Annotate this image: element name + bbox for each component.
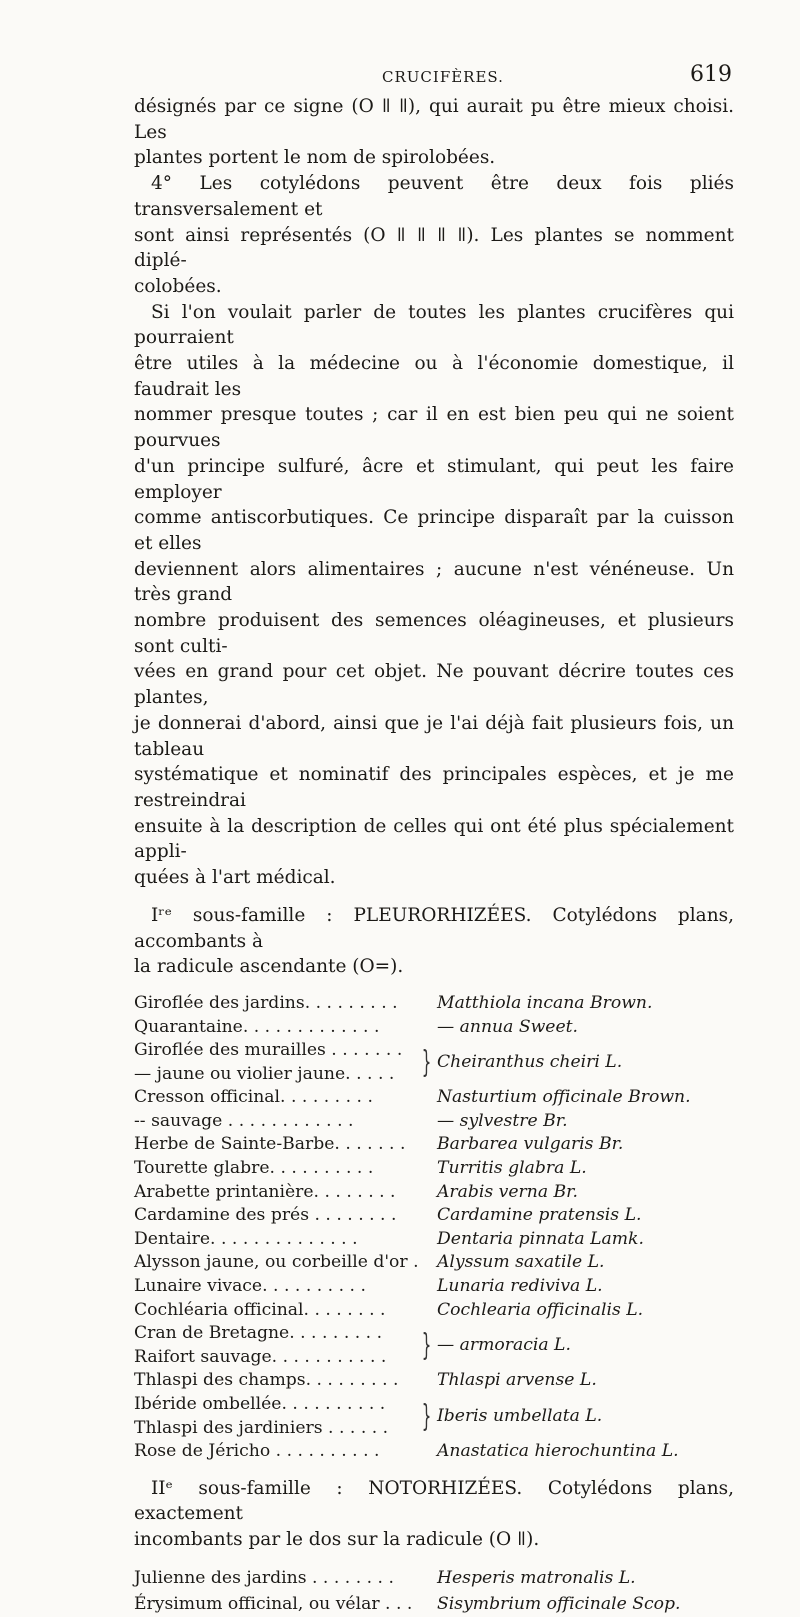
latin-name: — sylvestre Br. xyxy=(437,1110,568,1131)
table-row xyxy=(134,1204,734,1228)
latin-name: Turritis glabra L. xyxy=(437,1158,587,1179)
french-name: Ibéride ombellée. . . . . . . . . . xyxy=(134,1394,386,1414)
page-body xyxy=(134,94,734,1617)
paragraph-diplecolobees xyxy=(134,171,734,300)
table-row xyxy=(134,1369,734,1393)
species-table-notorhizees xyxy=(134,1565,734,1617)
subfamily-2-heading xyxy=(134,1476,734,1553)
line: deviennent alors alimentaires ; aucune n'est vénéneuse. Un très grand xyxy=(134,558,734,606)
line: vées en grand pour cet objet. Ne pouvant décrire toutes ces plantes, xyxy=(134,661,734,709)
latin-name: Cardamine pratensis L. xyxy=(437,1205,642,1226)
table-row-group xyxy=(134,1322,734,1369)
line: 4° Les cotylédons peuvent être deux fois pliés transversalement et xyxy=(134,173,734,220)
table-row xyxy=(134,1181,734,1205)
running-title: CRUCIFÈRES. xyxy=(382,68,504,86)
line: nombre produisent des semences oléagineuses, et plusieurs sont culti- xyxy=(134,610,734,657)
latin-name: Cheiranthus cheiri L. xyxy=(437,1052,623,1073)
french-name: Thlaspi des jardiniers . . . . . . xyxy=(134,1417,389,1438)
table-row xyxy=(134,992,734,1016)
paragraph-usages xyxy=(134,300,734,891)
brace-icon: } xyxy=(421,1328,432,1364)
line: désignés par ce signe (O ǁ ǁ), qui aurait pu être mieux choisi. Les xyxy=(134,96,734,143)
latin-name: Barbarea vulgaris Br. xyxy=(437,1134,624,1155)
latin-name: Hesperis matronalis L. xyxy=(437,1567,636,1588)
french-name: Alysson jaune, ou corbeille d'or . xyxy=(134,1252,419,1273)
latin-name: Lunaria rediviva L. xyxy=(437,1276,603,1297)
french-name: Cochléaria officinal. . . . . . . . xyxy=(134,1299,386,1320)
french-name: -- sauvage . . . . . . . . . . . . xyxy=(134,1110,354,1131)
latin-name: Nasturtium officinale Brown. xyxy=(437,1087,691,1108)
line: systématique et nominatif des principales espèces, et je me restreindrai xyxy=(134,764,734,811)
french-name: Herbe de Sainte-Barbe. . . . . . . xyxy=(134,1134,406,1155)
line: d'un principe sulfuré, âcre et stimulant, qui peut les faire employer xyxy=(134,455,734,503)
table-row xyxy=(134,1110,734,1134)
line: je donnerai d'abord, ainsi que je l'ai déjà fait plusieurs fois, un tableau xyxy=(134,712,734,760)
running-header xyxy=(134,62,734,90)
french-name: — jaune ou violier jaune. . . . . xyxy=(134,1063,395,1084)
french-name: Arabette printanière. . . . . . . . xyxy=(134,1181,396,1202)
line: ensuite à la description de celles qui ont été plus spécialement appli- xyxy=(134,815,734,863)
latin-name: Arabis verna Br. xyxy=(437,1181,578,1202)
latin-name: Dentaria pinnata Lamk. xyxy=(437,1228,644,1249)
french-name: Thlaspi des champs. . . . . . . . . xyxy=(134,1370,399,1391)
french-name: Rose de Jéricho . . . . . . . . . . xyxy=(134,1441,380,1462)
line: colobées. xyxy=(134,275,222,297)
brace-icon: } xyxy=(421,1045,432,1081)
line: la radicule ascendante (O=). xyxy=(134,956,404,978)
table-row xyxy=(134,1299,734,1323)
french-name: Giroflée des jardins. . . . . . . . . xyxy=(134,992,398,1013)
brace-icon: } xyxy=(421,1399,432,1434)
page-number: 619 xyxy=(690,62,732,87)
line: plantes portent le nom de spirolobées. xyxy=(134,147,496,169)
latin-name: Iberis umbellata L. xyxy=(437,1406,603,1426)
line: sont ainsi représentés (O ǁ ǁ ǁ ǁ). Les plantes se nomment diplé- xyxy=(134,224,734,272)
latin-name: Cochlearia officinalis L. xyxy=(437,1299,644,1320)
line: comme antiscorbutiques. Ce principe disparaît par la cuisson et elles xyxy=(134,507,734,554)
french-name: Julienne des jardins . . . . . . . . xyxy=(134,1567,394,1588)
subfamily-1-heading xyxy=(134,903,734,980)
latin-name: Anastatica hierochuntina L. xyxy=(437,1441,679,1462)
french-name: Quarantaine. . . . . . . . . . . . . xyxy=(134,1016,380,1037)
line: IIᵉ sous-famille : NOTORHIZÉES. Cotylédons plans, exactement xyxy=(134,1477,734,1525)
species-table-pleurorhizees xyxy=(134,992,734,1464)
table-row xyxy=(134,1440,734,1464)
french-name: Giroflée des murailles . . . . . . . xyxy=(134,1040,403,1061)
table-row xyxy=(134,1275,734,1299)
table-row xyxy=(134,1016,734,1040)
table-row xyxy=(134,1157,734,1181)
latin-name: Matthiola incana Brown. xyxy=(437,992,653,1013)
table-row-group xyxy=(134,1393,734,1440)
line: Iʳᵉ sous-famille : PLEURORHIZÉES. Cotylédons plans, accombants à xyxy=(134,904,734,952)
table-row xyxy=(134,1591,734,1617)
french-name: Raifort sauvage. . . . . . . . . . . xyxy=(134,1346,387,1367)
table-row xyxy=(134,1251,734,1275)
french-name: Cardamine des prés . . . . . . . . xyxy=(134,1205,397,1226)
french-name: Cresson officinal. . . . . . . . . xyxy=(134,1087,373,1108)
french-name: Cran de Bretagne. . . . . . . . . xyxy=(134,1323,383,1344)
latin-name: — armoracia L. xyxy=(437,1335,571,1356)
table-row-group xyxy=(134,1039,734,1086)
latin-name: Sisymbrium officinale Scop. xyxy=(437,1593,681,1614)
table-row xyxy=(134,1133,734,1157)
french-name: Érysimum officinal, ou vélar . . . xyxy=(134,1593,413,1614)
french-name: Lunaire vivace. . . . . . . . . . xyxy=(134,1276,366,1297)
line: incombants par le dos sur la radicule (O ǁ). xyxy=(134,1529,540,1551)
latin-name: Thlaspi arvense L. xyxy=(437,1370,597,1391)
french-name: Dentaire. . . . . . . . . . . . . . xyxy=(134,1228,358,1249)
line: nommer presque toutes ; car il en est bien peu qui ne soient pourvues xyxy=(134,404,734,452)
paragraph-spirolobees xyxy=(134,94,734,171)
table-row xyxy=(134,1228,734,1252)
latin-name: Alyssum saxatile L. xyxy=(437,1252,605,1273)
latin-name: — annua Sweet. xyxy=(437,1016,579,1037)
line: être utiles à la médecine ou à l'économie domestique, il faudrait les xyxy=(134,353,734,400)
line: Si l'on voulait parler de toutes les plantes crucifères qui pourraient xyxy=(134,301,734,349)
line: quées à l'art médical. xyxy=(134,867,336,889)
table-row xyxy=(134,1565,734,1591)
table-row xyxy=(134,1086,734,1110)
french-name: Tourette glabre. . . . . . . . . . xyxy=(134,1158,374,1179)
